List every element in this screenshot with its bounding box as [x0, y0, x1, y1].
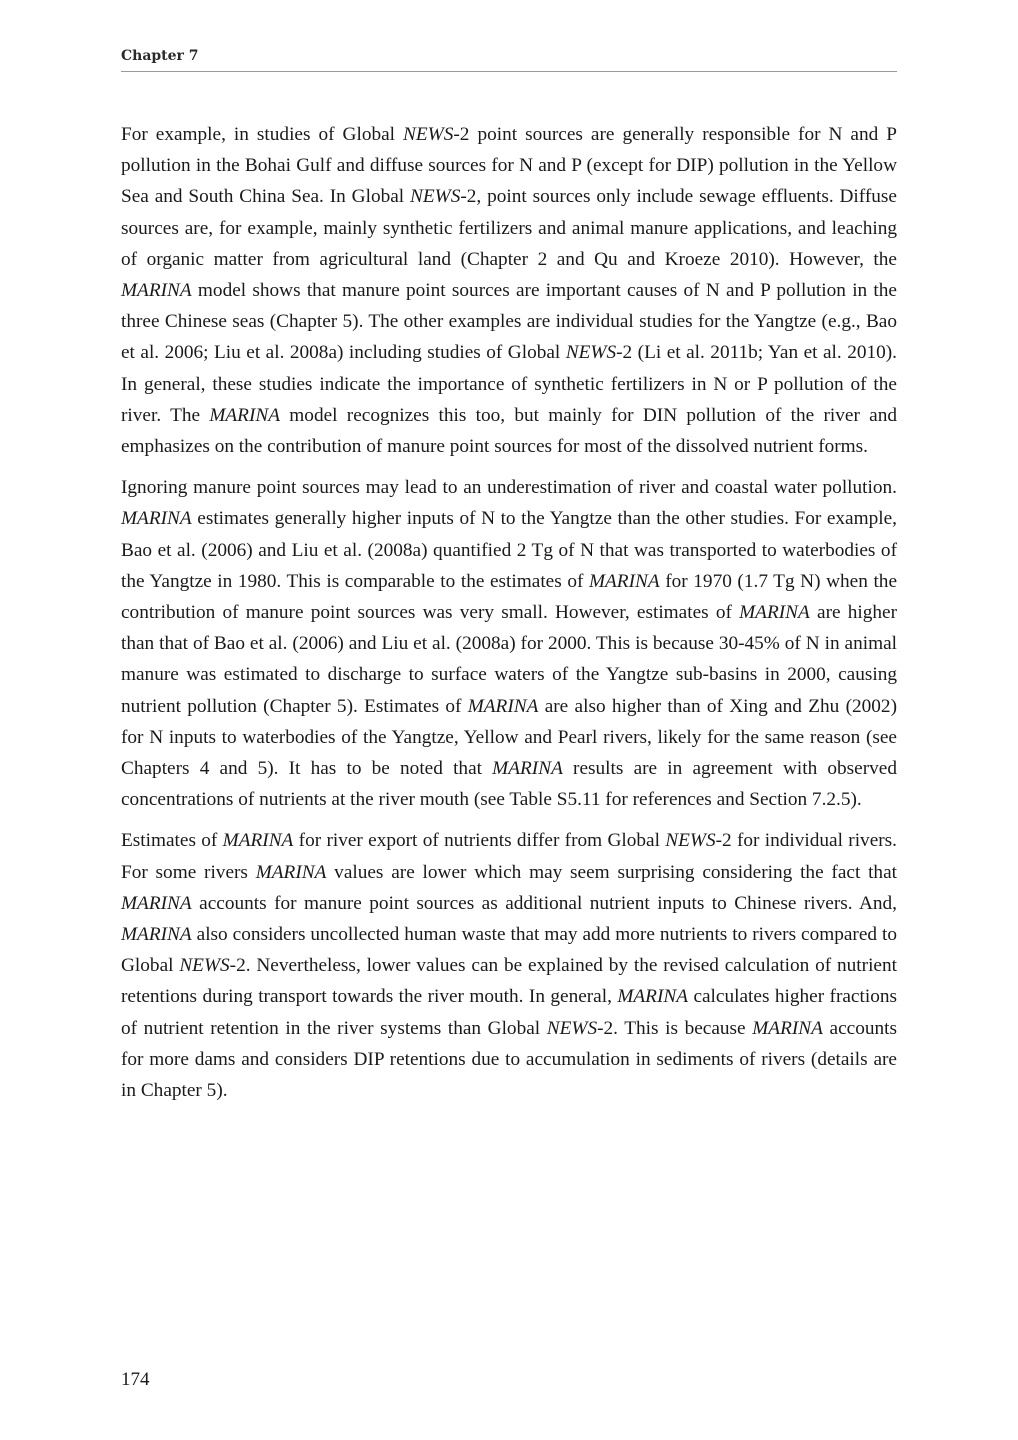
- text-run: model shows that manure point sources are important causes of N and P pollution in the three Chinese seas (Chapter 5). The other examples are individual studies for the Yangtze (e.g., Bao et al. 2006; Liu et al. 2008a) including studies of Global: [121, 280, 897, 364]
- italic-term: NEWS: [179, 955, 230, 977]
- chapter-label: Chapter 7: [121, 48, 199, 64]
- italic-term: MARINA: [492, 758, 563, 780]
- text-run: For example, in studies of Global: [121, 124, 404, 145]
- italic-term: MARINA: [209, 404, 281, 426]
- text-run: Ignoring manure point sources may lead to an underestimation of river and coastal water pollution.: [121, 477, 897, 499]
- text-run: also considers uncollected human waste that may add more nutrients to rivers compared to Global: [121, 924, 897, 977]
- paragraph: [121, 472, 897, 815]
- italic-term: MARINA: [467, 695, 539, 717]
- text-run: -2. Nevertheless, lower values can be explained by the revised calculation of nutrient retentions during transport towards the river mouth. In general,: [121, 955, 897, 1008]
- text-run: -2 for individual rivers. For some rivers: [121, 830, 898, 883]
- italic-term: MARINA: [121, 508, 192, 530]
- italic-term: NEWS: [410, 186, 461, 208]
- italic-term: MARINA: [588, 570, 660, 592]
- text-run: -2, point sources only include sewage effluents. Diffuse sources are, for example, mainly synthetic fertilizers and animal manure applications, and leaching of organic matter from agricultural land (Chapter 2 and Qu and Kroeze 2010). However, the: [121, 186, 897, 270]
- italic-term: MARINA: [739, 602, 810, 624]
- italic-term: MARINA: [121, 892, 192, 914]
- text-run: -2 point sources are generally responsible for N and P pollution in the Bohai Gulf and diffuse sources for N and P (except for DIP) pollution in the Yellow Sea and South China Sea. In Global: [121, 124, 898, 208]
- italic-term: MARINA: [617, 986, 689, 1008]
- text-run: for river export of nutrients differ from Global: [293, 830, 666, 852]
- text-run: model recognizes this too, but mainly for DIN pollution of the river and emphasizes on the contribution of manure point sources for most of the dissolved nutrient forms.: [121, 404, 897, 458]
- text-run: accounts for more dams and considers DIP retentions due to accumulation in sediments of rivers (details are in Chapter 5).: [121, 1017, 897, 1102]
- text-run: calculates higher fractions of nutrient retention in the river systems than Global: [121, 986, 897, 1039]
- italic-term: MARINA: [121, 924, 192, 946]
- text-run: values are lower which may seem surprising considering the fact that: [326, 861, 897, 883]
- italic-term: NEWS: [565, 342, 617, 364]
- italic-term: NEWS: [403, 124, 454, 145]
- text-run: -2. This is because: [597, 1017, 753, 1039]
- text-run: are higher than that of Bao et al. (2006) and Liu et al. (2008a) for 2000. This is because 30-45% of N in animal manure was estimated to discharge to surface waters of the Yangtze sub-basins in 2000, causing nutrient pollution (Chapter 5). Estimates of: [121, 602, 897, 717]
- paragraph: [121, 825, 897, 1106]
- italic-term: MARINA: [222, 830, 294, 852]
- page-number: 174: [121, 1369, 150, 1390]
- text-run: accounts for manure point sources as additional nutrient inputs to Chinese rivers. And,: [191, 892, 897, 914]
- italic-term: NEWS: [665, 830, 716, 852]
- text-run: for 1970 (1.7 Tg N) when the contribution of manure point sources was very small. However, estimates of: [121, 570, 897, 624]
- text-run: -2 (Li et al. 2011b; Yan et al. 2010). In general, these studies indicate the importance of synthetic fertilizers in N or P pollution of the river. The: [121, 342, 897, 426]
- italic-term: NEWS: [546, 1017, 598, 1039]
- text-run: results are in agreement with observed concentrations of nutrients at the river mouth (see Table S5.11 for references and Section 7.2.5).: [121, 758, 898, 811]
- italic-term: MARINA: [752, 1017, 823, 1039]
- text-run: Estimates of: [121, 830, 223, 852]
- italic-term: MARINA: [121, 280, 192, 302]
- body-text: [121, 119, 897, 1116]
- italic-term: MARINA: [255, 861, 327, 883]
- running-header: [121, 44, 897, 72]
- text-run: are also higher than of Xing and Zhu (2002) for N inputs to waterbodies of the Yangtze, Yellow and Pearl rivers, likely for the same reason (see Chapters 4 and 5). It has to be noted that: [121, 695, 897, 780]
- text-run: estimates generally higher inputs of N to the Yangtze than the other studies. For example, Bao et al. (2006) and Liu et al. (2008a) quantified 2 Tg of N that was transported to waterbodies of the Yangtze in 1980. This is comparable to the estimates of: [121, 508, 897, 592]
- paragraph: [121, 119, 897, 462]
